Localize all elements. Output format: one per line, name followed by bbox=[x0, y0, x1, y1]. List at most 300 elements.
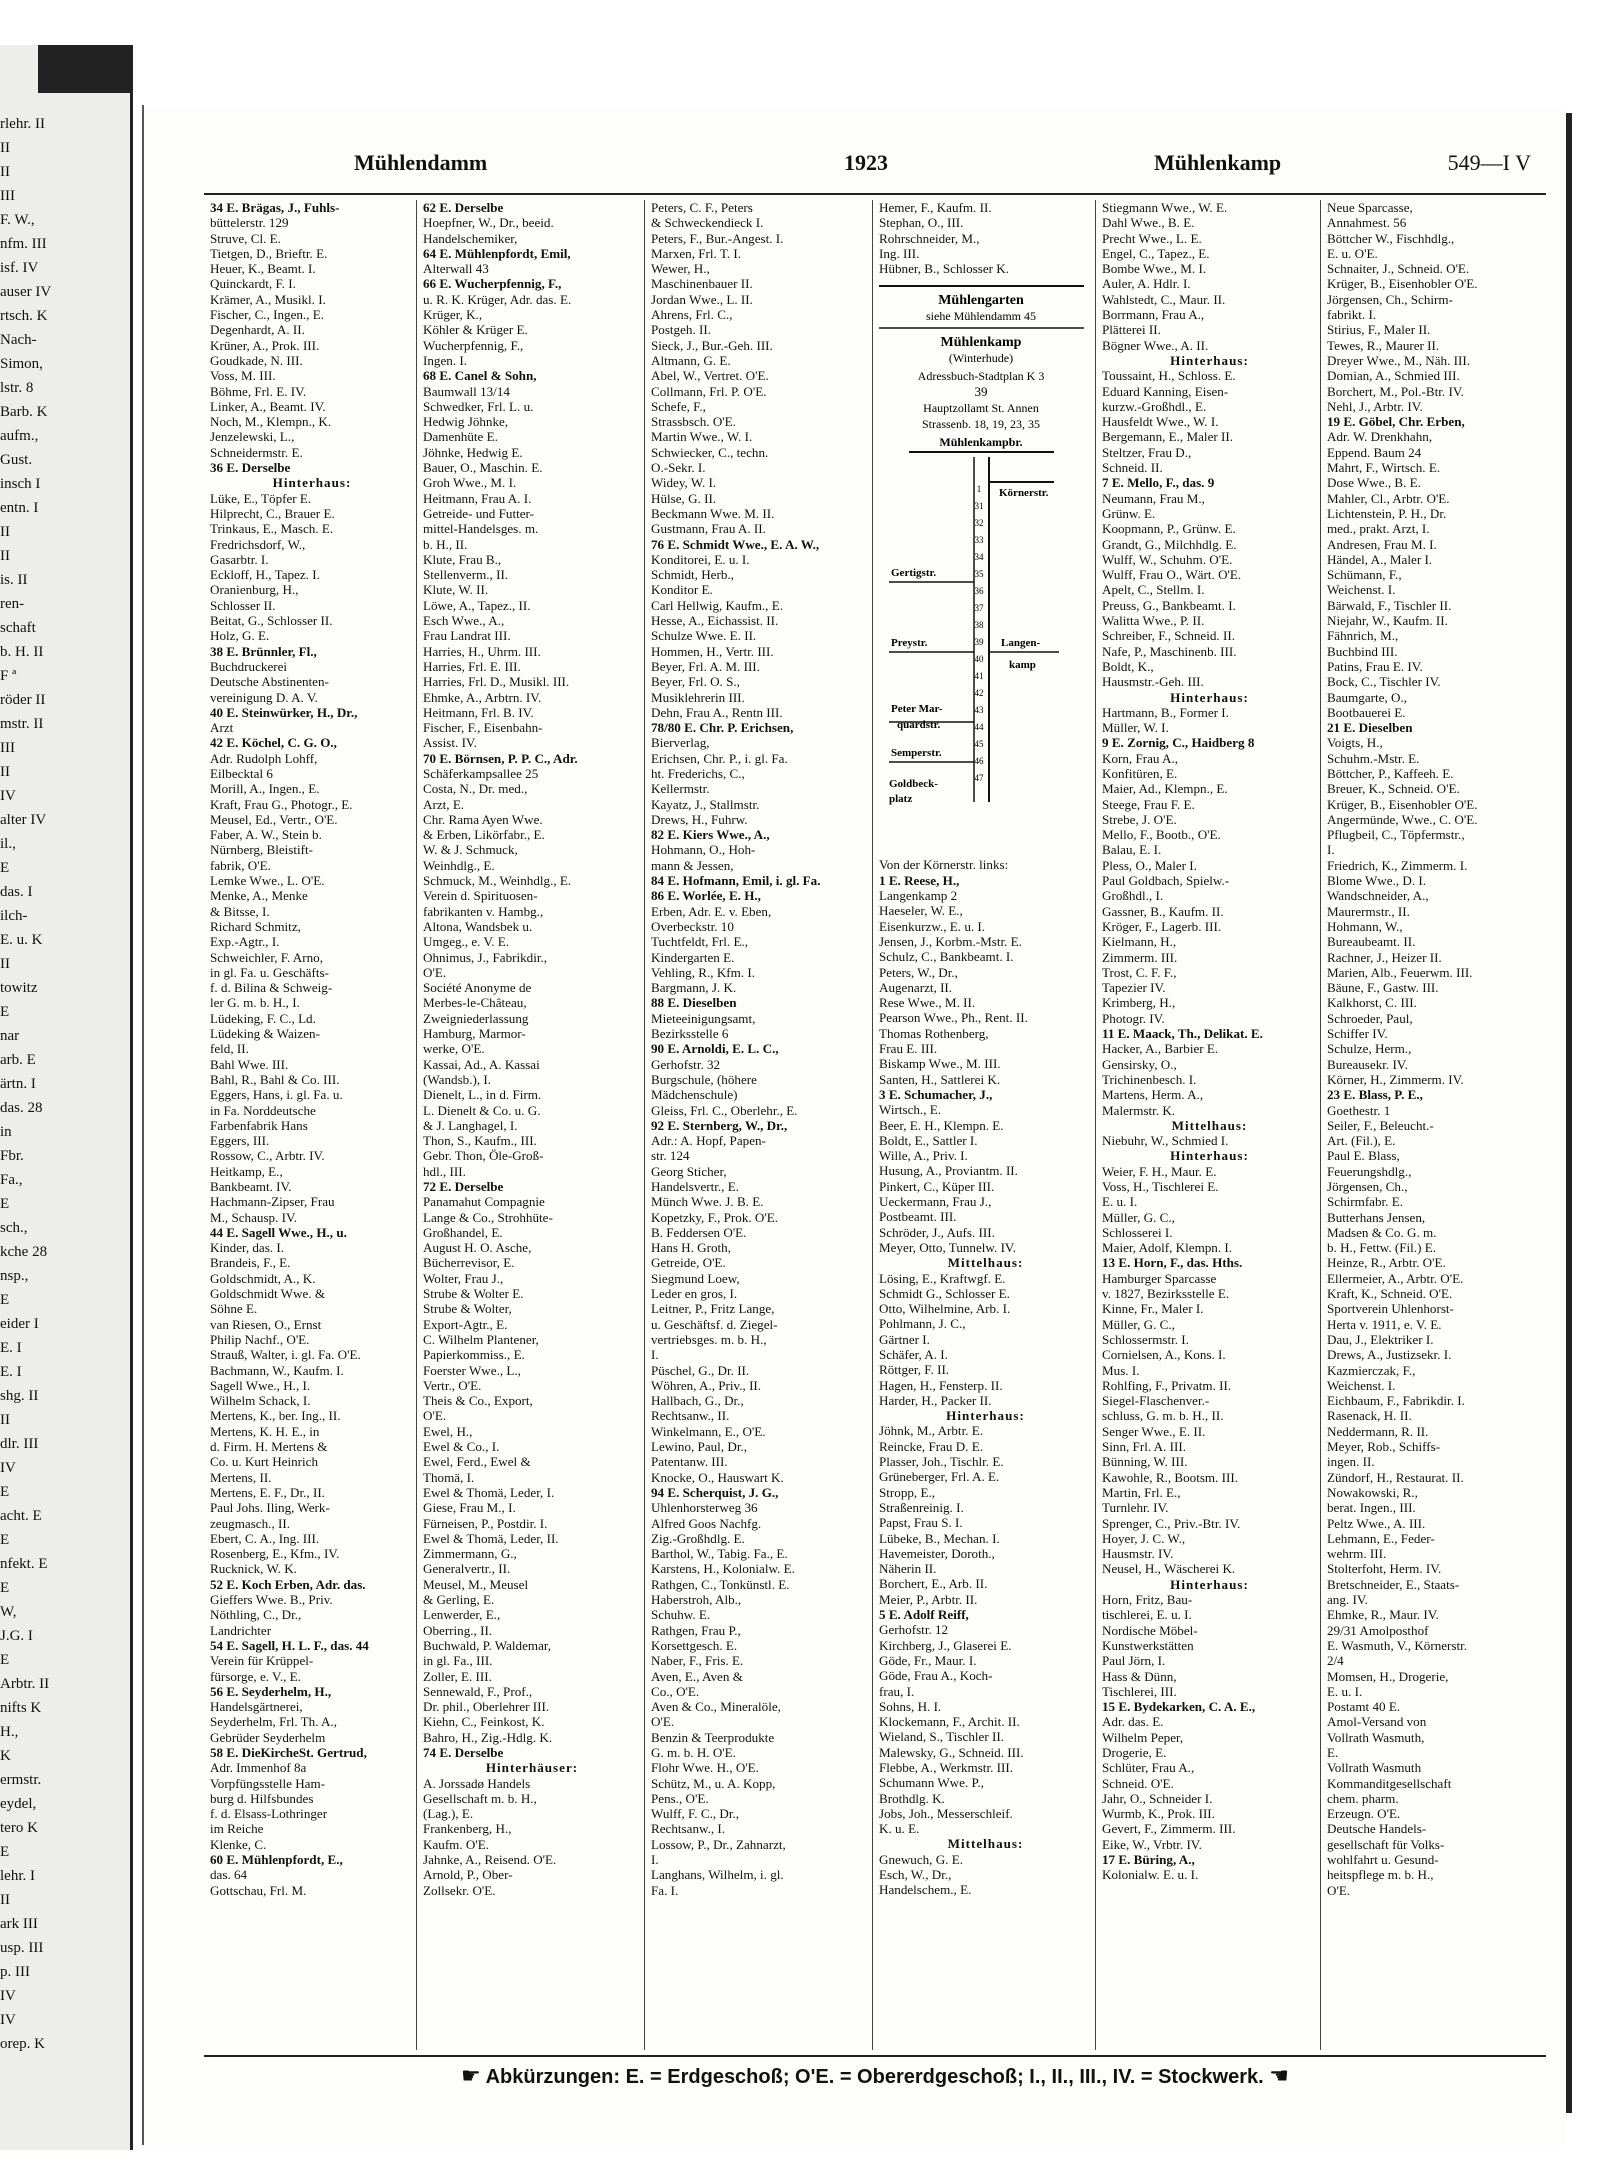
directory-entry-line: Bünning, W. III. bbox=[1102, 1454, 1188, 1470]
directory-entry-line: Kolonialw. E. u. I. bbox=[1102, 1867, 1199, 1883]
directory-entry-line: Strauß, Walter, i. gl. Fa. O'E. bbox=[210, 1347, 361, 1363]
directory-entry-line: Preuss, G., Bankbeamt. I. bbox=[1102, 597, 1236, 613]
directory-entry-line: & Bitsse, I. bbox=[210, 903, 270, 919]
map-label: 39 bbox=[974, 384, 988, 400]
map-label: 39 bbox=[974, 637, 984, 648]
directory-entry-line: Barthol, W., Tabig. Fa., E. bbox=[651, 1546, 788, 1562]
directory-entry-line: Wilhelm Peper, bbox=[1102, 1729, 1184, 1745]
directory-entry-line: Buchdruckerei bbox=[210, 658, 288, 674]
directory-entry-line: Schlossermstr. I. bbox=[1102, 1331, 1189, 1347]
directory-entry-line: Degenhardt, A. II. bbox=[210, 322, 305, 338]
directory-entry-line: Buchwald, P. Waldemar, bbox=[423, 1637, 552, 1653]
adjacent-page-line: röder II bbox=[0, 692, 46, 708]
directory-entry-line: Rasenack, H. II. bbox=[1327, 1408, 1412, 1424]
directory-entry-line: chem. pharm. bbox=[1327, 1790, 1399, 1806]
directory-entry-line: Seiler, F., Beleucht.- bbox=[1327, 1117, 1434, 1133]
directory-entry-line: Nehl, J., Arbtr. IV. bbox=[1327, 398, 1423, 414]
directory-entry-line: Lossow, P., Dr., Zahnarzt, bbox=[651, 1836, 786, 1852]
directory-entry-line: Hinterhaus: bbox=[1170, 352, 1249, 368]
directory-entry-line: Zweigniederlassung bbox=[423, 1010, 529, 1026]
map-label: 33 bbox=[974, 535, 984, 546]
directory-entry-line: Paul Jörn, I. bbox=[1102, 1653, 1166, 1669]
adjacent-page-line: E bbox=[0, 1580, 10, 1596]
directory-entry-line: Mittelhaus: bbox=[947, 1255, 1024, 1271]
directory-entry-line: Jordan Wwe., L. II. bbox=[651, 291, 753, 307]
directory-entry-line: Lübeke, B., Mechan. I. bbox=[879, 1530, 1000, 1546]
directory-entry-line: Hoyer, J. C. W., bbox=[1102, 1530, 1186, 1546]
directory-entry-line: O'E. bbox=[651, 1714, 675, 1730]
directory-entry-line: Ehmke, A., Arbtrn. IV. bbox=[423, 689, 542, 705]
directory-entry-line: Kopetzky, F., Prok. O'E. bbox=[651, 1209, 779, 1225]
directory-entry-line: Hartmann, B., Former I. bbox=[1102, 704, 1229, 720]
directory-entry-line: Thomas Rothenberg, bbox=[879, 1025, 989, 1041]
directory-entry-line: Abel, W., Vertret. O'E. bbox=[651, 368, 769, 384]
directory-entry-line: Friedrich, K., Zimmerm. I. bbox=[1327, 857, 1468, 873]
directory-entry-line: Kawohle, R., Bootsm. III. bbox=[1102, 1469, 1239, 1485]
directory-entry-line: Schlosser II. bbox=[210, 597, 276, 613]
directory-entry-line: Bücherrevisor, E. bbox=[423, 1255, 515, 1271]
directory-entry-line: Pless, O., Maler I. bbox=[1102, 857, 1197, 873]
adjacent-page-line: II bbox=[0, 764, 10, 780]
directory-entry-line: Marien, Alb., Feuerwm. III. bbox=[1327, 964, 1473, 980]
directory-entry-line: Hinterhaus: bbox=[946, 1408, 1025, 1424]
directory-entry-line: Adr. Immenhof 8a bbox=[210, 1760, 307, 1776]
adjacent-page-line: ren- bbox=[0, 596, 25, 612]
directory-entry-line: Mieteeinigungsamt, bbox=[651, 1010, 756, 1026]
column-5 bbox=[1095, 200, 1317, 2050]
map-label: Goldbeck- bbox=[889, 778, 938, 791]
directory-entry-line: werke, O'E. bbox=[423, 1041, 485, 1057]
directory-entry-line: Sportverein Uhlenhorst- bbox=[1327, 1301, 1454, 1317]
directory-entry-line: Mertens, E. F., Dr., II. bbox=[210, 1484, 325, 1500]
directory-entry-line: Hausmstr.-Geh. III. bbox=[1102, 674, 1204, 690]
adjacent-page-line: J.G. I bbox=[0, 1628, 33, 1644]
directory-entry-line: 64 E. Mühlenpfordt, Emil, bbox=[423, 245, 571, 261]
directory-entry-line: büttelerstr. 129 bbox=[210, 215, 289, 231]
directory-entry-line: Aven & Co., Mineralöle, bbox=[651, 1699, 781, 1715]
directory-entry-line: Postgeh. II. bbox=[651, 322, 712, 338]
directory-entry-line: Händel, A., Maler I. bbox=[1327, 551, 1433, 567]
directory-entry-line: Bierverlag, bbox=[651, 735, 710, 751]
directory-entry-line: d. Firm. H. Mertens & bbox=[210, 1439, 328, 1455]
directory-entry-line: Tewes, R., Maurer II. bbox=[1327, 337, 1440, 353]
directory-entry-line: Knocke, O., Hauswart K. bbox=[651, 1469, 784, 1485]
directory-entry-line: Trinkaus, E., Masch. E. bbox=[210, 521, 334, 537]
directory-entry-line: Krüner, A., Prok. III. bbox=[210, 337, 320, 353]
directory-entry-line: Dose Wwe., B. E. bbox=[1327, 475, 1421, 491]
directory-entry-line: Jörgensen, Ch., bbox=[1327, 1179, 1408, 1194]
directory-entry-line: Menke, A., Menke bbox=[210, 888, 308, 904]
directory-entry-line: Vehling, R., Kfm. I. bbox=[651, 964, 756, 980]
directory-entry-line: 84 E. Hofmann, Emil, i. gl. Fa. bbox=[651, 873, 821, 889]
directory-entry-line: Bögner Wwe., A. II. bbox=[1102, 337, 1209, 353]
directory-entry-line: Precht Wwe., L. E. bbox=[1102, 230, 1202, 246]
directory-entry-line: Fischer, F., Eisenbahn- bbox=[423, 720, 543, 736]
directory-entry-line: ht. Frederichs, C., bbox=[651, 765, 745, 781]
directory-entry-line: Gasarbtr. I. bbox=[210, 551, 269, 567]
directory-entry-line: Société Anonyme de bbox=[423, 980, 532, 996]
directory-entry-line: Hemer, F., Kaufm. II. bbox=[879, 200, 992, 215]
directory-entry-line: Goldschmidt Wwe. & bbox=[210, 1286, 326, 1302]
directory-entry-line: Papst, Frau S. I. bbox=[879, 1515, 963, 1531]
directory-entry-line: Kassai, Ad., A. Kassai bbox=[423, 1056, 540, 1072]
directory-entry-line: Flebbe, A., Werkmstr. III. bbox=[879, 1760, 1013, 1775]
directory-entry-line: Bezirksstelle 6 bbox=[651, 1026, 729, 1042]
directory-entry-line: August H. O. Asche, bbox=[423, 1240, 532, 1256]
directory-entry-line: Beyer, Frl. O. S., bbox=[651, 674, 740, 690]
directory-entry-line: (Wandsb.), I. bbox=[423, 1071, 492, 1087]
directory-entry-line: Deutsche Handels- bbox=[1327, 1821, 1427, 1837]
directory-entry-line: Bankbeamt. IV. bbox=[210, 1179, 292, 1194]
adjacent-page-line: ermstr. bbox=[0, 1772, 42, 1788]
adjacent-page-line: Fbr. bbox=[0, 1148, 24, 1164]
adjacent-page-line: IV bbox=[0, 1988, 16, 2004]
directory-entry-line: Stirius, F., Maler II. bbox=[1327, 322, 1431, 338]
directory-entry-line: 11 E. Maack, Th., Delikat. E. bbox=[1102, 1026, 1263, 1042]
directory-entry-line: Plätterei II. bbox=[1102, 322, 1161, 338]
directory-entry-line: Hinterhaus: bbox=[1170, 1576, 1249, 1592]
directory-entry-line: Böhme, Frl. E. IV. bbox=[210, 383, 307, 399]
directory-entry-line: Papierkommiss., E. bbox=[423, 1347, 525, 1363]
directory-entry-line: Wilhelm Schack, I. bbox=[210, 1393, 311, 1409]
directory-entry-line: Leitner, P., Fritz Lange, bbox=[651, 1301, 775, 1317]
directory-entry-line: Wille, A., Priv. I. bbox=[879, 1148, 968, 1164]
directory-entry-line: mann & Jessen, bbox=[651, 857, 734, 873]
directory-entry-line: Krämer, A., Musikl. I. bbox=[210, 291, 326, 307]
directory-entry-line: Gnewuch, G. E. bbox=[879, 1851, 963, 1867]
directory-entry-line: Sagell Wwe., H., I. bbox=[210, 1377, 311, 1393]
directory-entry-line: L. Dienelt & Co. u. G. bbox=[423, 1102, 541, 1118]
directory-entry-line: Krimberg, H., bbox=[1102, 995, 1176, 1011]
adjacent-page-line: Gust. bbox=[0, 452, 33, 468]
map-label: Langen- bbox=[1001, 637, 1041, 650]
adjacent-page-line: mstr. II bbox=[0, 716, 44, 732]
directory-entry-line: Sieck, J., Bur.-Geh. III. bbox=[651, 337, 773, 353]
directory-entry-line: Peters, W., Dr., bbox=[879, 964, 958, 980]
directory-entry-line: Alterwall 43 bbox=[423, 261, 489, 277]
directory-entry-line: Steege, Frau F. E. bbox=[1102, 796, 1195, 812]
directory-entry-line: Neue Sparcasse, bbox=[1327, 200, 1413, 215]
directory-entry-line: I. bbox=[651, 1852, 659, 1868]
adjacent-page-line: usp. III bbox=[0, 1940, 44, 1956]
directory-entry-line: Drews, H., Fuhrw. bbox=[651, 811, 748, 827]
adjacent-page-line: ark III bbox=[0, 1916, 38, 1932]
directory-entry-line: Schiffer IV. bbox=[1327, 1026, 1388, 1042]
directory-entry-line: vereinigung D. A. V. bbox=[210, 689, 318, 705]
directory-entry-line: Goldschmidt, A., K. bbox=[210, 1270, 316, 1286]
directory-entry-line: Erben, Adr. E. v. Eben, bbox=[651, 903, 772, 919]
directory-entry-line: Brandeis, F., E. bbox=[210, 1255, 291, 1271]
directory-entry-line: Mahrt, F., Wirtsch. E. bbox=[1327, 460, 1441, 476]
directory-entry-line: Lewino, Paul, Dr., bbox=[651, 1439, 748, 1455]
directory-entry-line: Ellermeier, A., Arbtr. O'E. bbox=[1327, 1270, 1464, 1286]
directory-entry-line: Pflugbeil, C., Töpfermstr., bbox=[1327, 827, 1465, 843]
directory-entry-line: gesellschaft für Volks- bbox=[1327, 1836, 1445, 1852]
directory-entry-line: Arzt, E. bbox=[423, 796, 465, 812]
directory-entry-line: 90 E. Arnoldi, E. L. C., bbox=[651, 1041, 779, 1057]
directory-entry-line: Fischer, C., Ingen., E. bbox=[210, 307, 325, 323]
directory-entry-line: Marxen, Frl. T. I. bbox=[651, 245, 742, 261]
directory-entry-line: Meyer, Rob., Schiffs- bbox=[1327, 1439, 1441, 1455]
directory-entry-line: Bock, C., Tischler IV. bbox=[1327, 674, 1441, 690]
directory-entry-line: Plasser, Joh., Tischlr. E. bbox=[879, 1454, 1004, 1470]
directory-entry-line: 42 E. Köchel, C. G. O., bbox=[210, 735, 337, 751]
directory-entry-line: Weichenst. I. bbox=[1327, 1377, 1396, 1393]
directory-entry-line: Gassner, B., Kaufm. II. bbox=[1102, 903, 1224, 919]
page-header bbox=[204, 150, 1546, 186]
directory-entry-line: Morill, A., Ingen., E. bbox=[210, 781, 320, 797]
directory-entry-line: Horn, Fritz, Bau- bbox=[1102, 1592, 1193, 1608]
directory-entry-line: Neusel, H., Wäscherei K. bbox=[1102, 1561, 1236, 1577]
header-rule bbox=[204, 193, 1546, 195]
directory-entry-line: Thomä, I. bbox=[423, 1469, 475, 1485]
adjacent-page-line: entn. I bbox=[0, 500, 39, 516]
directory-entry-line: Heitmann, Frau A. I. bbox=[423, 490, 532, 506]
adjacent-page-line: towitz bbox=[0, 980, 38, 996]
directory-entry-line: Gerhofstr. 32 bbox=[651, 1056, 721, 1072]
adjacent-page-line: Nach- bbox=[0, 332, 37, 348]
directory-entry-line: Röttger, F. II. bbox=[879, 1362, 950, 1378]
directory-entry-line: 56 E. Seyderhelm, H., bbox=[210, 1683, 332, 1699]
directory-entry-line: Strebe, J. O'E. bbox=[1102, 811, 1177, 827]
directory-entry-line: Martin Wwe., W. I. bbox=[651, 429, 753, 445]
directory-entry-line: Jobs, Joh., Messerschleif. bbox=[879, 1805, 1013, 1821]
adjacent-page-line: E. u. K bbox=[0, 932, 43, 948]
adjacent-page-line: nsp., bbox=[0, 1268, 29, 1284]
map-label: Hauptzollamt St. Annen bbox=[923, 401, 1039, 416]
map-label: 46 bbox=[974, 756, 984, 767]
directory-entry-line: Trost, C. F. F., bbox=[1102, 964, 1177, 980]
directory-entry-line: Müller, G. C., bbox=[1102, 1209, 1175, 1225]
directory-entry-line: E. bbox=[1327, 1744, 1339, 1760]
directory-entry-line: Bootbauerei E. bbox=[1327, 704, 1406, 720]
adjacent-page-line: kche 28 bbox=[0, 1244, 48, 1260]
directory-entry-line: Goudkade, N. III. bbox=[210, 352, 303, 368]
directory-entry-line: Vollrath Wasmuth bbox=[1327, 1760, 1422, 1776]
directory-entry-line: 76 E. Schmidt Wwe., E. A. W., bbox=[651, 536, 820, 552]
directory-entry-line: Lenwerder, E., bbox=[423, 1607, 501, 1623]
directory-page bbox=[142, 105, 1566, 2145]
directory-entry-line: Mittelhaus: bbox=[947, 1836, 1024, 1852]
directory-entry-line: Costa, N., Dr. med., bbox=[423, 781, 528, 797]
adjacent-page-line: tero K bbox=[0, 1820, 38, 1836]
directory-entry-line: Schulze, Herm., bbox=[1327, 1041, 1412, 1057]
directory-entry-line: 94 E. Scherquist, J. G., bbox=[651, 1484, 779, 1500]
directory-entry-line: Santen, H., Sattlerei K. bbox=[879, 1071, 1001, 1087]
directory-entry-line: Paul E. Blass, bbox=[1327, 1148, 1400, 1164]
directory-entry-line: u. R. K. Krüger, Adr. das. E. bbox=[423, 291, 572, 307]
directory-entry-line: Schütz, M., u. A. Kopp, bbox=[651, 1775, 776, 1791]
directory-entry-line: Maurermstr., II. bbox=[1327, 903, 1410, 919]
directory-entry-line: Von der Körnerstr. links: bbox=[879, 857, 1009, 873]
directory-entry-line: Voss, M. III. bbox=[210, 368, 276, 384]
directory-entry-line: Pinkert, C., Küper III. bbox=[879, 1178, 995, 1194]
directory-entry-line: Schäferkampsallee 25 bbox=[423, 765, 539, 781]
directory-entry-line: Ewel & Thomä, Leder, II. bbox=[423, 1530, 559, 1546]
directory-entry-line: G. m. b. H. O'E. bbox=[651, 1744, 736, 1760]
directory-entry-line: Annahmest. 56 bbox=[1327, 215, 1407, 231]
directory-entry-line: Klockemann, F., Archit. II. bbox=[879, 1714, 1020, 1730]
directory-entry-line: Co., O'E. bbox=[651, 1683, 700, 1699]
directory-entry-line: Gärtner I. bbox=[879, 1331, 930, 1347]
directory-entry-line: Bäune, F., Gastw. III. bbox=[1327, 980, 1439, 996]
directory-entry-line: Kommanditgesellschaft bbox=[1327, 1775, 1452, 1791]
directory-entry-line: Balau, E. I. bbox=[1102, 842, 1162, 858]
directory-entry-line: Müller, G. C., bbox=[1102, 1316, 1175, 1332]
directory-entry-line: 3 E. Schumacher, J., bbox=[879, 1086, 993, 1102]
directory-entry-line: Kielmann, H., bbox=[1102, 934, 1177, 950]
directory-entry-line: Lüdeking & Waizen- bbox=[210, 1026, 320, 1042]
adjacent-page-line: E bbox=[0, 1196, 10, 1212]
directory-entry-line: Engel, C., Tapez., E. bbox=[1102, 245, 1210, 261]
directory-entry-line: Naber, F., Fris. E. bbox=[651, 1653, 744, 1669]
adjacent-page-line: nfm. III bbox=[0, 236, 47, 252]
map-label: 36 bbox=[974, 586, 984, 597]
directory-entry-line: Bahl, R., Bahl & Co. III. bbox=[210, 1071, 340, 1087]
adjacent-page-line: rlehr. II bbox=[0, 116, 45, 132]
directory-entry-line: O.-Sekr. I. bbox=[651, 460, 706, 476]
adjacent-page-line: alter IV bbox=[0, 812, 47, 828]
directory-entry-line: Schneid. O'E. bbox=[1102, 1775, 1174, 1791]
directory-entry-line: Strube & Wolter, bbox=[423, 1301, 512, 1317]
directory-entry-line: Langenkamp 2 bbox=[879, 888, 958, 904]
directory-entry-line: Nowakowski, R., bbox=[1327, 1484, 1418, 1500]
directory-entry-line: Schäfer, A. I. bbox=[879, 1346, 948, 1362]
directory-entry-line: Giese, Frau M., I. bbox=[423, 1500, 516, 1516]
directory-entry-line: Bargmann, J. K. bbox=[651, 980, 737, 996]
directory-entry-line: Gottschau, Frl. M. bbox=[210, 1882, 307, 1898]
directory-entry-line: Angermünde, Wwe., C. O'E. bbox=[1327, 811, 1478, 827]
directory-entry-line: Rohrschneider, M., bbox=[879, 230, 980, 246]
abbreviations-footer bbox=[204, 2055, 1546, 2093]
pointing-hand-icon: ☚ bbox=[1269, 2063, 1289, 2088]
adjacent-page-line: arb. E bbox=[0, 1052, 36, 1068]
directory-entry-line: in Fa. Norddeutsche bbox=[210, 1102, 316, 1118]
directory-entry-line: Gevert, F., Zimmerm. III. bbox=[1102, 1821, 1236, 1837]
directory-entry-line: Hinterhaus: bbox=[1170, 689, 1249, 705]
directory-entry-line: Lemke Wwe., L. O'E. bbox=[210, 873, 325, 889]
directory-entry-line: Cornielsen, A., Kons. I. bbox=[1102, 1347, 1226, 1363]
directory-entry-line: Goethestr. 1 bbox=[1327, 1102, 1391, 1118]
directory-entry-line: 23 E. Blass, P. E., bbox=[1327, 1087, 1423, 1103]
directory-entry-line: Esch Wwe., A., bbox=[423, 613, 505, 629]
adjacent-page-line: is. II bbox=[0, 572, 28, 588]
directory-entry-line: Kaufm. O'E. bbox=[423, 1836, 489, 1852]
directory-entry-line: fürsorge, e. V., E. bbox=[210, 1668, 301, 1684]
directory-entry-line: Amol-Versand von bbox=[1327, 1714, 1427, 1730]
directory-entry-line: Eckloff, H., Tapez. I. bbox=[210, 567, 320, 583]
adjacent-page-line: eider I bbox=[0, 1316, 39, 1332]
column-4 bbox=[872, 200, 1092, 2050]
directory-entry-line: Augenarzt, II. bbox=[879, 979, 953, 995]
directory-entry-line: 74 E. Derselbe bbox=[423, 1744, 504, 1760]
directory-entry-line: Oberring., II. bbox=[423, 1622, 493, 1638]
adjacent-page-line: nar bbox=[0, 1028, 20, 1044]
directory-entry-line: tischlerei, E. u. I. bbox=[1102, 1607, 1192, 1623]
directory-entry-line: Bureaubeamt. II. bbox=[1327, 934, 1416, 950]
adjacent-page-line: E bbox=[0, 1004, 10, 1020]
directory-entry-line: Ewel & Thomä, Leder, I. bbox=[423, 1484, 555, 1500]
directory-entry-line: Zig.-Großhdlg. E. bbox=[651, 1530, 745, 1546]
directory-entry-line: & Gerling, E. bbox=[423, 1592, 495, 1608]
directory-entry-line: Eppend. Baum 24 bbox=[1327, 444, 1422, 460]
directory-entry-line: Umgeg., e. V. E. bbox=[423, 934, 510, 950]
directory-entry-line: Hamburg, Marmor- bbox=[423, 1026, 526, 1042]
directory-entry-line: Flohr Wwe. H., O'E. bbox=[651, 1760, 759, 1776]
directory-entry-line: Hohmann, W., bbox=[1327, 918, 1403, 934]
adjacent-page-line: ärtn. I bbox=[0, 1076, 36, 1092]
directory-entry-line: Aven, E., Aven & bbox=[651, 1668, 743, 1684]
directory-entry-line: vertriebsges. m. b. H., bbox=[651, 1331, 767, 1347]
directory-entry-line: Patentanw. III. bbox=[651, 1454, 728, 1470]
directory-entry-line: Voigts, H., bbox=[1327, 735, 1383, 751]
directory-entry-line: 70 E. Börnsen, P. P. C., Adr. bbox=[423, 750, 578, 766]
directory-entry-line: Weichenst. I. bbox=[1327, 582, 1396, 598]
directory-entry-line: Handelsvertr., E. bbox=[651, 1179, 739, 1194]
directory-entry-line: Kunstwerkstätten bbox=[1102, 1637, 1194, 1653]
directory-entry-line: Dahl Wwe., B. E. bbox=[1102, 215, 1195, 231]
directory-entry-line: Heitkamp, E., bbox=[210, 1163, 283, 1179]
adjacent-page-line: E. I bbox=[0, 1364, 22, 1380]
map-label: quardstr. bbox=[897, 719, 941, 732]
directory-entry-line: Rosenberg, E., Kfm., IV. bbox=[210, 1546, 340, 1562]
directory-entry-line: Generalvertr., II. bbox=[423, 1561, 511, 1577]
column-1 bbox=[204, 200, 414, 2050]
directory-entry-line: I. bbox=[651, 1347, 659, 1363]
directory-entry-line: Ewel, Ferd., Ewel & bbox=[423, 1454, 531, 1470]
directory-entry-line: & J. Langhagel, I. bbox=[423, 1117, 518, 1133]
directory-entry-line: Bergemann, E., Maler II. bbox=[1102, 429, 1234, 445]
directory-entry-line: Linker, A., Beamt. IV. bbox=[210, 398, 326, 414]
directory-entry-line: Rese Wwe., M. II. bbox=[879, 995, 976, 1011]
directory-entry-line: Assist. IV. bbox=[423, 735, 477, 751]
directory-entry-line: Hilprecht, C., Brauer E. bbox=[210, 505, 335, 521]
directory-entry-line: Malewsky, G., Schneid. III. bbox=[879, 1744, 1024, 1760]
directory-entry-line: Hallbach, G., Dr., bbox=[651, 1393, 744, 1409]
adjacent-page-line: II bbox=[0, 548, 10, 564]
adjacent-page-line: E. I bbox=[0, 1340, 22, 1356]
directory-entry-line: Eduard Kanning, Eisen- bbox=[1102, 383, 1229, 399]
directory-entry-line: 52 E. Koch Erben, Adr. das. bbox=[210, 1576, 366, 1592]
directory-entry-line: Beer, E. H., Klempn. E. bbox=[879, 1117, 1004, 1133]
directory-entry-line: Domian, A., Schmied III. bbox=[1327, 368, 1460, 384]
directory-entry-line: heitspflege m. b. H., bbox=[1327, 1867, 1434, 1883]
adjacent-page-line: schaft bbox=[0, 620, 36, 636]
directory-entry-line: Klute, W. II. bbox=[423, 582, 489, 598]
adjacent-page-line: H., bbox=[0, 1724, 19, 1740]
directory-entry-line: Baumwall 13/14 bbox=[423, 383, 510, 399]
directory-entry-line: Co. u. Kurt Heinrich bbox=[210, 1454, 319, 1470]
directory-entry-line: Jöhnke, Hedwig E. bbox=[423, 444, 523, 460]
directory-entry-line: Feuerungshdlg., bbox=[1327, 1163, 1412, 1179]
directory-entry-line: 92 E. Sternberg, W., Dr., bbox=[651, 1117, 788, 1133]
adjacent-page-line: das. 28 bbox=[0, 1100, 43, 1116]
directory-entry-line: Zollsekr. O'E. bbox=[423, 1882, 496, 1898]
directory-entry-line: Kinne, Fr., Maler I. bbox=[1102, 1301, 1204, 1317]
directory-entry-line: Kiehn, C., Feinkost, K. bbox=[423, 1714, 545, 1730]
directory-entry-line: Bauer, O., Maschin. E. bbox=[423, 460, 543, 476]
adjacent-page-line: II bbox=[0, 1892, 10, 1908]
directory-entry-line: Groh Wwe., M. I. bbox=[423, 475, 517, 491]
directory-entry-line: Wulff, F. C., Dr., bbox=[651, 1806, 740, 1822]
adjacent-page-line: E bbox=[0, 1652, 10, 1668]
adjacent-page-line: nifts K bbox=[0, 1700, 42, 1716]
directory-entry-line: E. u. I. bbox=[1102, 1194, 1138, 1210]
directory-entry-line: Seyderhelm, Frl. Th. A., bbox=[210, 1714, 338, 1730]
adjacent-page-header-bar bbox=[38, 45, 133, 93]
directory-entry-line: Frankenberg, H., bbox=[423, 1821, 512, 1837]
directory-entry-line: Eike, W., Vrbtr. IV. bbox=[1102, 1836, 1202, 1852]
